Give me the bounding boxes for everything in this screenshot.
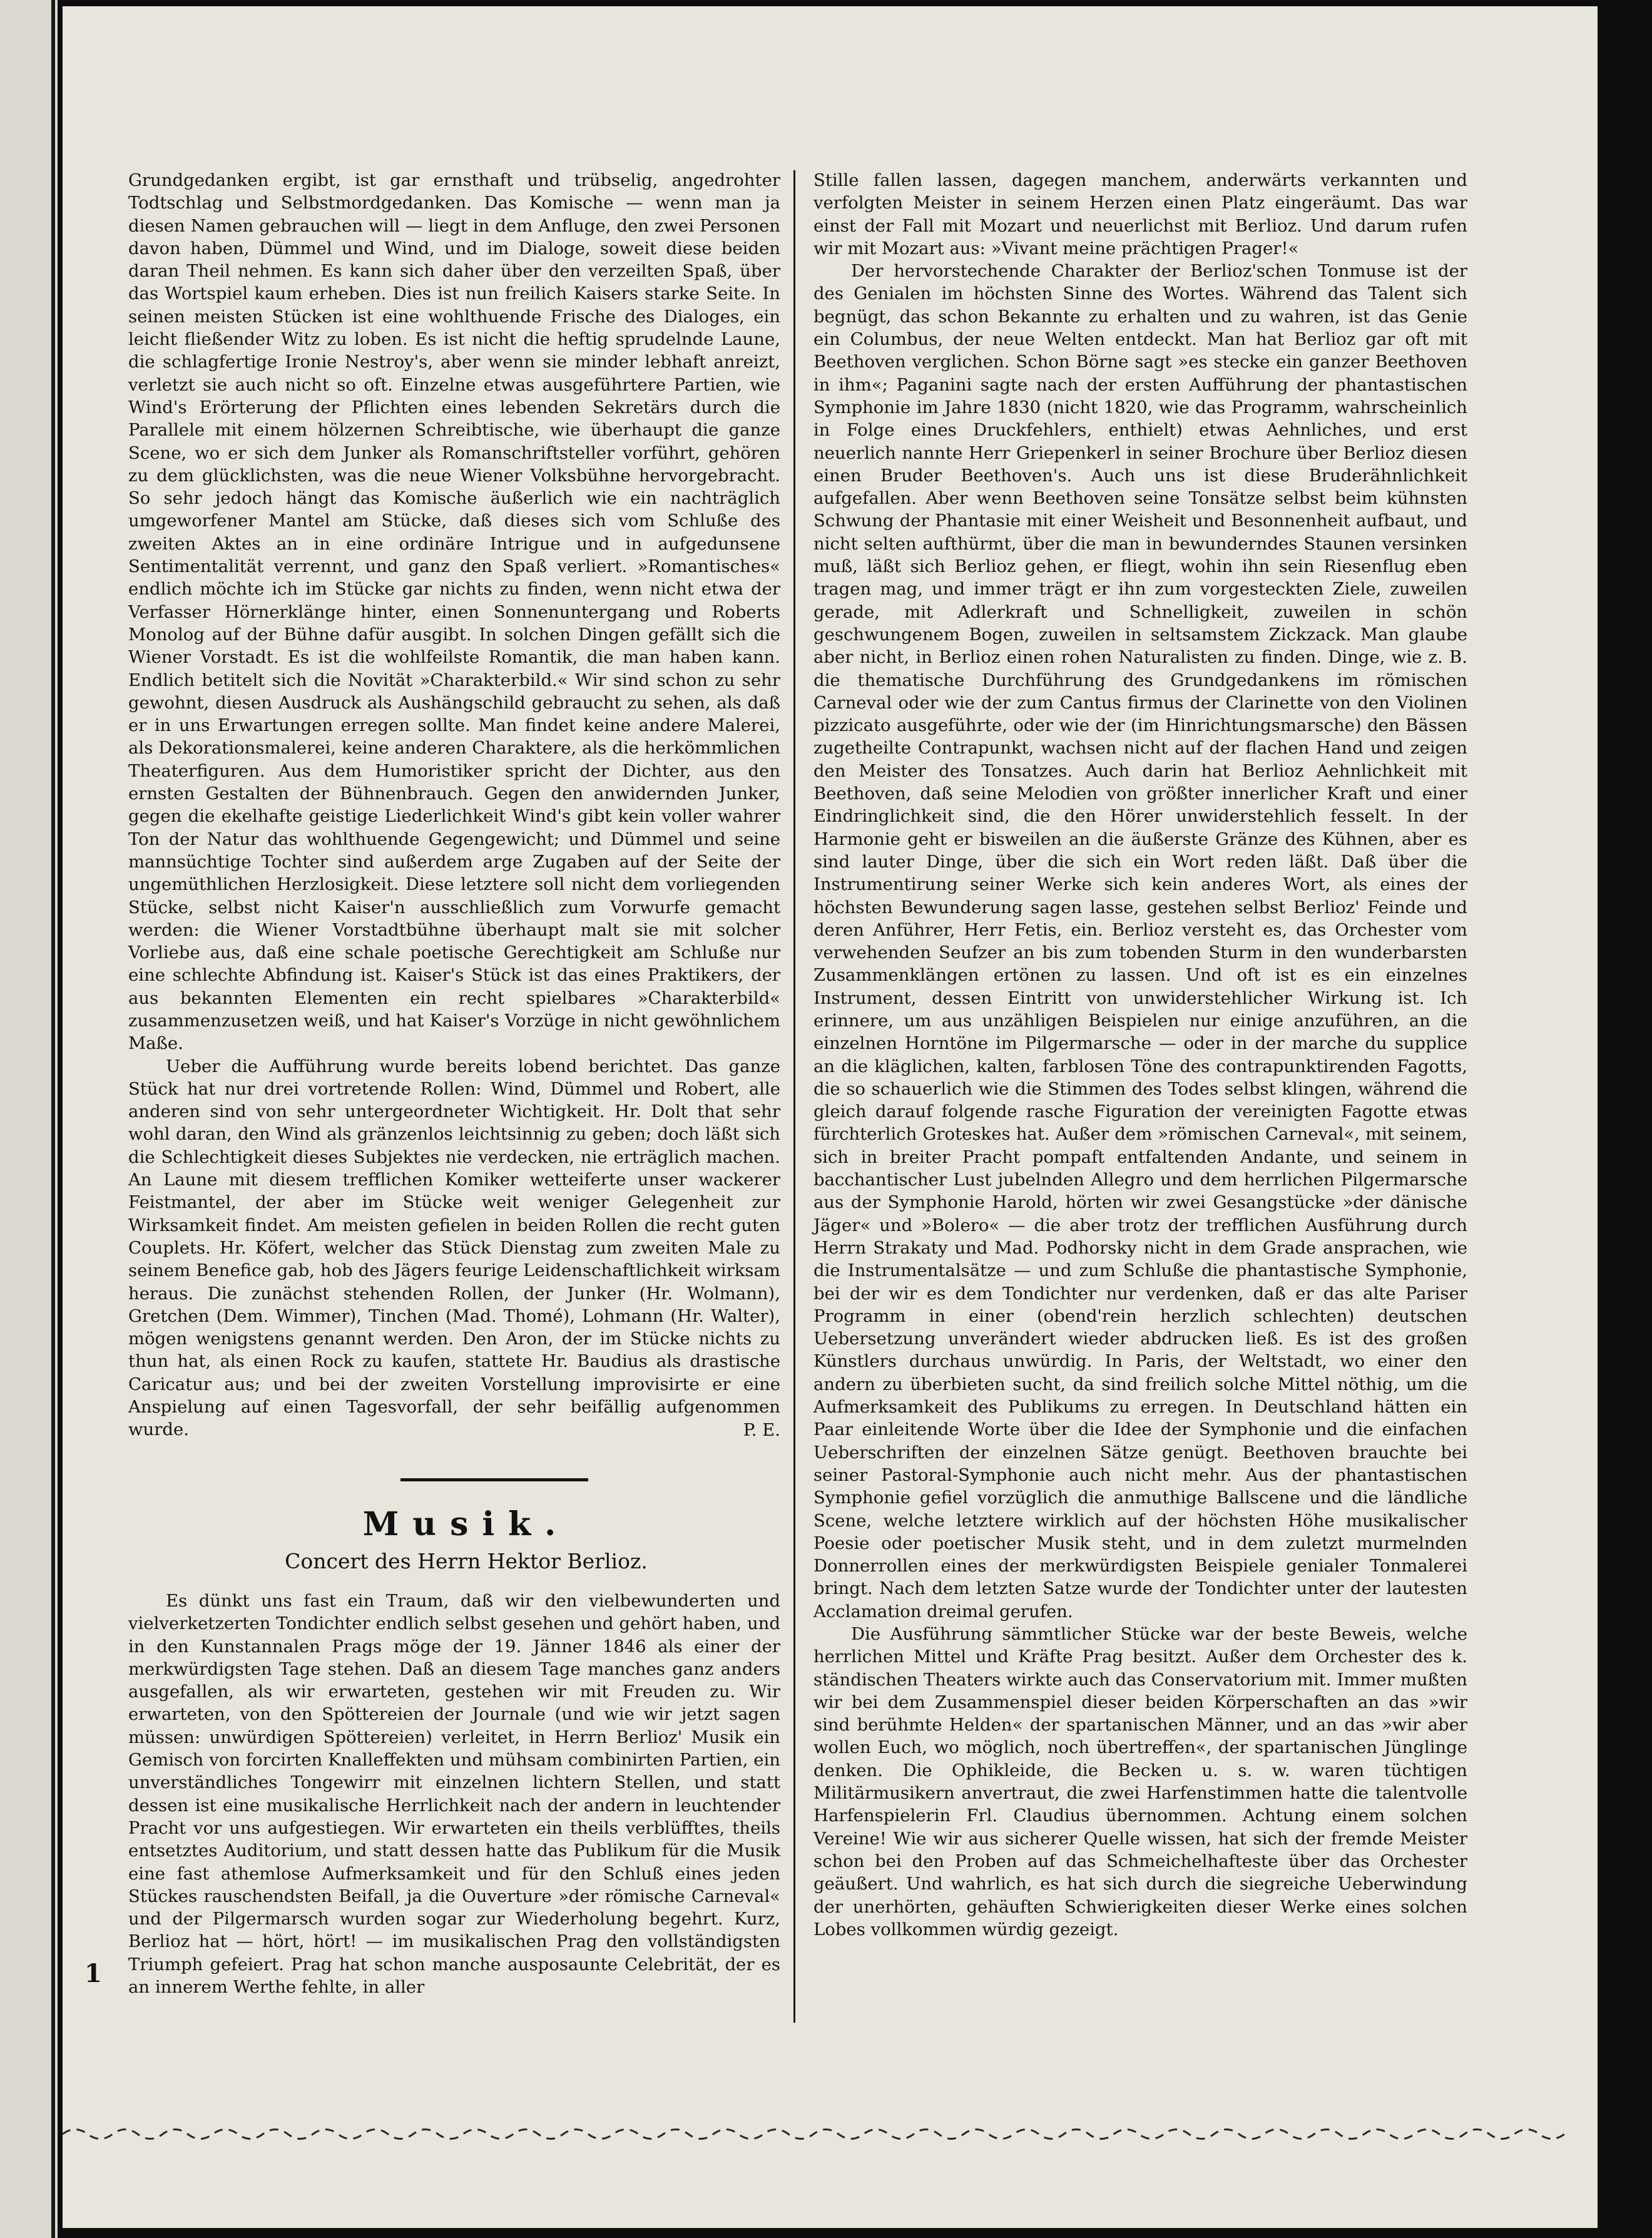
article-left-column: [128, 1590, 780, 1998]
article-paragraph-1: Es dünkt uns fast ein Traum, daß wir den vielbewunderten und vielverketzerten Tondichter endlich selbst gesehen und gehört haben, und in den Kunstannalen Prags möge der 19. Jänner 1846 als einer der merkwürdigsten Tage stehen. Daß an diesem Tage manches ganz anders ausgefallen, als wir erwarteten, gestehen wir mit Freuden zu. Wir erwarteten, von den Spöttereien der Journale (und wie wir jetzt sagen müssen: unwürdigen Spöttereien) verleitet, in Herrn Berlioz' Musik ein Gemisch von forcirten Knalleffekten und mühsam combinirten Partien, ein unverständliches Tongewirr mit einzelnen lichtern Stellen, und statt dessen ist eine musikalische Herrlichkeit nach der andern in leuchtender Pracht vor uns aufgestiegen. Wir erwarteten ein theils verblüfftes, theils entsetztes Auditorium, und statt dessen hatte das Publikum für die Musik eine fast athemlose Aufmerksamkeit und für den Schluß eines jeden Stückes rauschendsten Beifall, ja die Ouverture »der römische Carneval« und der Pilgermarsch wurden sogar zur Wiederholung begehrt. Kurz, Berlioz hat — hört, hört! — im musikalischen Prag den vollständigsten Triumph gefeiert. Prag hat schon manche ausposaunte Celebrität, der es an innerem Werthe fehlte, in aller: [128, 1591, 780, 1998]
scan-border: [1598, 6, 1652, 2238]
page-footer-ornament: [63, 2122, 1630, 2147]
review-paragraph-1: Grundgedanken ergibt, ist gar ernsthaft und trübselig, angedrohter Todtschlag und Selbstmordgedanken. Das Komische — wenn man ja diesen Namen gebrauchen will — liegt in dem Anfluge, den zwei Personen davon haben, Dümmel und Wind, und im Dialoge, soweit diese beiden daran Theil nehmen. Es kann sich daher über den verzeilten Spaß, über das Wortspiel kaum erheben. Dies ist nun freilich Kaisers starke Seite. In seinen meisten Stücken ist eine wohlthuende Frische des Dialoges, ein leicht fließender Witz zu loben. Es ist nicht die heftig sprudelnde Laune, die schlagfertige Ironie Nestroy's, aber wenn sie minder lebhaft anreizt, verletzt sie auch nicht so oft. Einzelne etwas ausgeführtere Partien, wie Wind's Erörterung der Pflichten eines lebenden Sekretärs durch die Parallele mit einem hölzernen Schreibtische, wie überhaupt die ganze Scene, wo er sich dem Junker als Romanschriftsteller vorführt, gehören zu dem glücklichsten, was die neue Wiener Volksbühne hervorgebracht. So sehr jedoch hängt das Komische äußerlich wie ein nachträglich umgeworfener Mantel am Stücke, daß dieses sich vom Schluße des zweiten Aktes an in eine ordinäre Intrigue und in aufgedunsene Sentimentalität verrennt, und ganz den Spaß verliert. »Romantisches« endlich möchte ich im Stücke gar nichts zu finden, wenn nicht etwa der Verfasser Hörnerklänge hinter, einen Sonnenuntergang und Roberts Monolog auf der Bühne dafür ausgibt. In solchen Dingen gefällt sich die Wiener Vorstadt. Es ist die wohlfeilste Romantik, die man haben kann. Endlich betitelt sich die Novität »Charakterbild.« Wir sind schon zu sehr gewohnt, diesen Ausdruck als Aushängschild gebraucht zu sehen, als daß er in uns Erwartungen erregen sollte. Man findet keine andere Malerei, als Dekorationsmalerei, keine anderen Charaktere, als die herkömmlichen Theaterfiguren. Aus dem Humoristiker spricht der Dichter, aus den ernsten Gestalten der Bühnenbrauch. Gegen den anwidernden Junker, gegen die ekelhafte geistige Liederlichkeit Wind's gibt kein voller wahrer Ton der Natur das wohlthuende Gegengewicht; und Dümmel und seine mannsüchtige Tochter sind außerdem arge Zugaben auf der Seite der ungemüthlichen Herzlosigkeit. Diese letztere soll nicht dem vorliegenden Stücke, selbst nicht Kaiser'n ausschließlich zum Vorwurfe gemacht werden: die Wiener Vorstadtbühne überhaupt malt sie mit solcher Vorliebe aus, daß eine schale poetische Gerechtigkeit am Schluße nur eine schlechte Abfindung ist. Kaiser's Stück ist das eines Praktikers, der aus bekannten Elementen ein recht spielbares »Charakterbild« zusammenzusetzen weiß, und hat Kaiser's Vorzüge in nicht gewöhnlichem Maße.: [128, 170, 780, 1054]
section-separator: [400, 1478, 588, 1481]
review-paragraph-2: Ueber die Aufführung wurde bereits lobend berichtet. Das ganze Stück hat nur drei vortretende Rollen: Wind, Dümmel und Robert, alle anderen sind von sehr untergeordneter Wichtigkeit. Hr. Dolt that sehr wohl daran, den Wind als gränzenlos leichtsinnig zu geben; doch läßt sich die Schlechtigkeit dieses Subjektes nie verdecken, nie erträglich machen. An Laune mit diesem trefflichen Komiker wetteiferte unser wackerer Feistmantel, der aber im Stücke weit weniger Gelegenheit zur Wirksamkeit findet. Am meisten gefielen in beiden Rollen die recht guten Couplets. Hr. Köfert, welcher das Stück Dienstag zum zweiten Male zu seinem Benefice gab, hob des Jägers feurige Leidenschaftlichkeit wirksam heraus. Die zunächst stehenden Rollen, der Junker (Hr. Wolmann), Gretchen (Dem. Wimmer), Tinchen (Mad. Thomé), Lohmann (Hr. Walter), mögen wenigstens genannt werden. Den Aron, der im Stücke nichts zu thun hat, als einen Rock zu kaufen, stattete Hr. Baudius als drastische Caricatur aus; und bei der zweiten Vorstellung improvisirte er eine Anspielung auf einen Tagesvorfall, der sehr beifällig aufgenommen wurde.: [128, 1056, 780, 1440]
review-signature: P. E.: [743, 1419, 780, 1440]
section-title: Musik.: [362, 1505, 570, 1543]
column-divider: [793, 170, 795, 2023]
article-title: Concert des Herrn Hektor Berlioz.: [285, 1549, 648, 1573]
margin-mark: 1: [84, 1959, 102, 1988]
article-paragraph-4: Die Ausführung sämmtlicher Stücke war der beste Beweis, welche herrlichen Mittel und Kräfte Prag besitzt. Außer dem Orchester des k. ständischen Theaters wirkte auch das Conservatorium mit. Immer mußten wir bei dem Zusammenspiel dieser beiden Körperschaften an das »wir sind berühmte Helden« der spartanischen Männer, und an das »wir aber wollen Euch, wo möglich, noch übertreffen«, der spartanischen Jünglinge denken. Die Ophikleide, die Becken u. s. w. waren tüchtigen Militärmusikern anvertraut, die zwei Harfenstimmen hatte die talentvolle Harfenspielerin Frl. Claudius übernommen. Achtung einem solchen Vereine! Wie wir aus sicherer Quelle wissen, hat sich der fremde Meister schon bei den Proben auf das Schmeichelhafteste über das Orchester geäußert. Und wahrlich, es hat sich durch die siegreiche Ueberwindung der unerhörten, gehäuften Schwierigkeiten dieser Werke eines solchen Lobes vollkommen würdig gezeigt.: [813, 1624, 1467, 1939]
article-paragraph-3: Der hervorstechende Charakter der Berlioz'schen Tonmuse ist der des Genialen im höchsten Sinne des Wortes. Während das Talent sich begnügt, das schon Bekannte zu erhalten und zu wahren, ist das Genie ein Columbus, der neue Welten entdeckt. Man hat Berlioz gar oft mit Beethoven verglichen. Schon Börne sagt »es stecke ein ganzer Beethoven in ihm«; Paganini sagte nach der ersten Aufführung der phantastischen Symphonie im Jahre 1830 (nicht 1820, wie das Programm, wahrscheinlich in Folge eines Druckfehlers, enthielt) etwas Aehnliches, und erst neuerlich nannte Herr Griepenkerl in seiner Brochure über Berlioz diesen einen Bruder Beethoven's. Auch uns ist diese Bruderähnlichkeit aufgefallen. Aber wenn Beethoven seine Tonsätze selbst beim kühnsten Schwung der Phantasie mit einer Weisheit und Besonnenheit aufbaut, und nicht selten aufthürmt, über die man in bewunderndes Staunen versinken muß, läßt sich Berlioz gehen, er fliegt, wohin ihn sein Riesenflug eben tragen mag, und immer trägt er ihn zum vorgesteckten Ziele, zuweilen gerade, mit Adlerkraft und Schnelligkeit, zuweilen in schön geschwungenem Bogen, zuweilen in seltsamstem Zickzack. Man glaube aber nicht, in Berlioz einen rohen Naturalisten zu finden. Dinge, wie z. B. die thematische Durchführung des Grundgedankens im römischen Carneval oder wie der zum Cantus firmus der Clarinette von den Violinen pizzicato ausgeführte, oder wie der (im Hinrichtungsmarsche) den Bässen zugetheilte Contrapunkt, wachsen nicht auf der flachen Hand und zeigen den Meister des Tonsatzes. Auch darin hat Berlioz Aehnlichkeit mit Beethoven, daß seine Melodien von größter innerlicher Kraft und einer Eindringlichkeit sind, die den Hörer unwiderstehlich fesselt. In der Harmonie geht er bisweilen an die äußerste Gränze des Kühnen, aber es sind lauter Dinge, über die sich ein Wort reden läßt. Daß über die Instrumentirung seiner Werke sich kein anderes Wort, als eines der höchsten Bewunderung sagen lasse, gestehen selbst Berlioz' Feinde und deren Anführer, Herr Fetis, ein. Berlioz versteht es, das Orchester vom verwehenden Seufzer an bis zum tobenden Sturm in den wunderbarsten Zusammenklängen ertönen zu lassen. Und oft ist es ein einzelnes Instrument, dessen Eintritt von unwiderstehlicher Wirkung ist. Ich erinnere, um aus unzähligen Beispielen nur einige anzuführen, an die einzelnen Horntöne im Pilgermarsche — oder in der marche du supplice an die kläglichen, kalten, farblosen Töne des contrapunktirenden Fagotts, die so schauerlich wie die Stimmen des Todes selbst klingen, während die gleich darauf folgende rasche Figuration der vereinigten Fagotte etwas fürchterlich Groteskes hat. Außer dem »römischen Carneval«, mit seinem, sich in breiter Pracht pompaft entfaltenden Andante, und seinem in bacchantischer Lust jubelnden Allegro und dem herrlichen Pilgermarsche aus der Symphonie Harold, hörten wir zwei Gesangstücke »der dänische Jäger« und »Bolero« — die aber trotz der trefflichen Ausführung durch Herrn Strakaty und Mad. Podhorsky nicht in dem Grade ansprachen, wie die Instrumentalsätze — und zum Schluße die phantastische Symphonie, bei der wir es dem Tondichter nur verdenken, daß er das alte Pariser Programm in einer (obend'rein herzlich schlechten) deutschen Uebersetzung unverändert wieder abdrucken ließ. Es ist des großen Künstlers durchaus unwürdig. In Paris, der Weltstadt, wo einer den andern zu überbieten sucht, da sind freilich solche Mittel nöthig, um die Aufmerksamkeit des Publikums zu erregen. In Deutschland hätten ein Paar einleitende Worte über die Idee der Symphonie und die einfachen Ueberschriften der einzelnen Sätze genügt. Beethoven brauchte bei seiner Pastoral-Symphonie auch nicht mehr. Aus der phantastischen Symphonie gefiel vorzüglich die anmuthige Ballscene und die ländliche Scene, welche letztere wirklich auf der höchsten Höhe musikalischer Poesie oder poetischer Musik steht, und in dem zuletzt murmelnden Donnerrollen eines der merkwürdigsten Beispiele genialer Tonmalerei bringt. Nach dem letzten Satze wurde der Tondichter unter der lautesten Acclamation dreimal gerufen.: [813, 261, 1467, 1622]
right-column: [813, 169, 1467, 1941]
adjacent-page-edge: [0, 0, 58, 2238]
article-paragraph-2: Stille fallen lassen, dagegen manchem, anderwärts verkannten und verfolgten Meister in seinem Herzen einen Platz eingeräumt. Das war einst der Fall mit Mozart und neuerlichst mit Berlioz. Und darum rufen wir mit Mozart aus: »Vivant meine prächtigen Prager!«: [813, 170, 1467, 258]
left-column: [128, 169, 780, 1441]
